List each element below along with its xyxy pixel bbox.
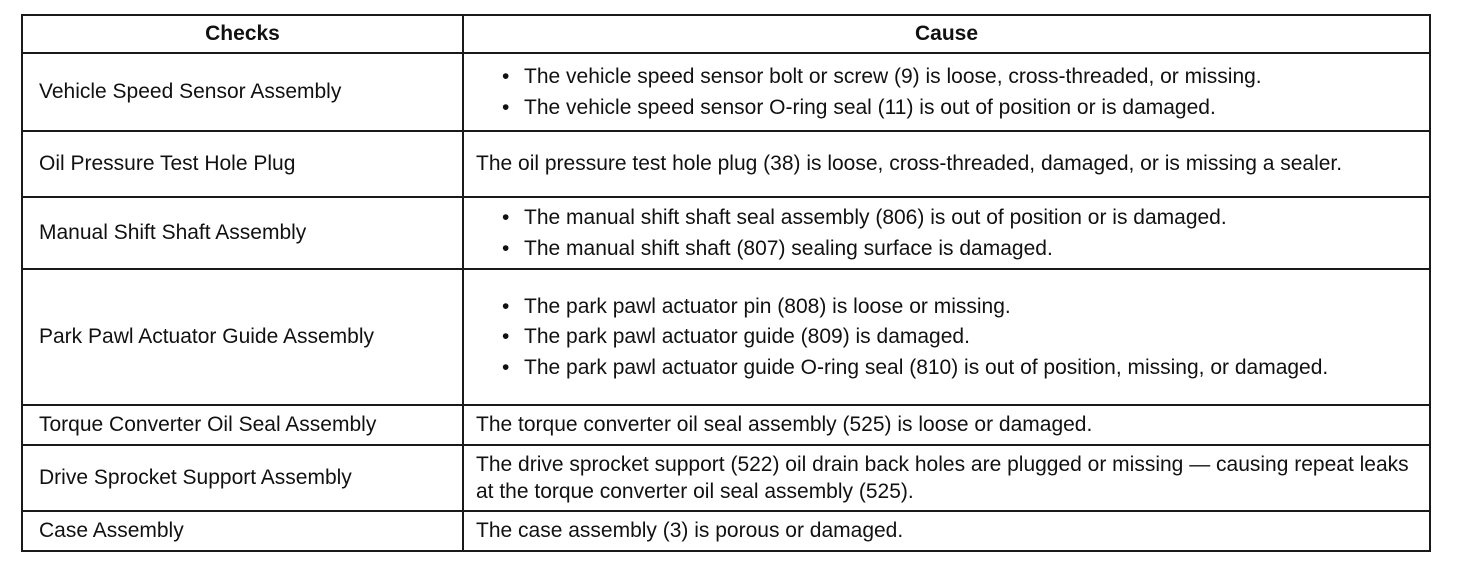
- cause-text: The park pawl actuator pin (808) is loose or missing.: [524, 295, 1011, 319]
- check-cell: Torque Converter Oil Seal Assembly: [22, 405, 463, 445]
- cause-text: The manual shift shaft seal assembly (806) is out of position or is damaged.: [524, 206, 1227, 230]
- checks-header: Checks: [22, 15, 463, 53]
- bullet-icon: •: [502, 325, 510, 349]
- cause-cell: [463, 53, 1430, 131]
- check-cell: Vehicle Speed Sensor Assembly: [22, 53, 463, 131]
- list-item: [476, 94, 1415, 121]
- cause-text: The park pawl actuator guide (809) is damaged.: [524, 325, 970, 349]
- check-cell: Drive Sprocket Support Assembly: [22, 445, 463, 511]
- table-row: [22, 53, 1430, 131]
- cause-cell: [463, 269, 1430, 405]
- check-cell: Park Pawl Actuator Guide Assembly: [22, 269, 463, 405]
- list-item: [476, 293, 1415, 320]
- cause-text: The vehicle speed sensor bolt or screw (9) is loose, cross-threaded, or missing.: [524, 65, 1262, 89]
- list-item: [476, 204, 1415, 231]
- cause-list: [476, 204, 1415, 262]
- list-item: [476, 235, 1415, 262]
- cause-cell: The case assembly (3) is porous or damaged.: [463, 511, 1430, 551]
- check-cell: Case Assembly: [22, 511, 463, 551]
- cause-header: Cause: [463, 15, 1430, 53]
- bullet-icon: •: [502, 236, 510, 260]
- list-item: [476, 63, 1415, 90]
- table-row: [22, 131, 1430, 197]
- header-row: [22, 15, 1430, 53]
- bullet-icon: •: [502, 65, 510, 89]
- cause-cell: The drive sprocket support (522) oil drain back holes are plugged or missing — causing repeat leaks at the torque converter oil seal assembly (525).: [463, 445, 1430, 511]
- cause-cell: [463, 197, 1430, 269]
- cause-cell: The oil pressure test hole plug (38) is loose, cross-threaded, damaged, or is missing a sealer.: [463, 131, 1430, 197]
- table-row: [22, 405, 1430, 445]
- list-item: [476, 323, 1415, 350]
- checks-cause-table: [21, 14, 1431, 552]
- bullet-icon: •: [502, 95, 510, 119]
- cause-list: [476, 293, 1415, 381]
- cause-list: [476, 63, 1415, 121]
- check-cell: Oil Pressure Test Hole Plug: [22, 131, 463, 197]
- table-row: [22, 269, 1430, 405]
- bullet-icon: •: [502, 206, 510, 230]
- cause-text: The park pawl actuator guide O-ring seal (810) is out of position, missing, or damaged.: [524, 355, 1329, 379]
- table-row: [22, 445, 1430, 511]
- check-cell: Manual Shift Shaft Assembly: [22, 197, 463, 269]
- table-row: [22, 511, 1430, 551]
- cause-text: The manual shift shaft (807) sealing surface is damaged.: [524, 236, 1053, 260]
- bullet-icon: •: [502, 355, 510, 379]
- cause-cell: The torque converter oil seal assembly (525) is loose or damaged.: [463, 405, 1430, 445]
- bullet-icon: •: [502, 295, 510, 319]
- list-item: [476, 354, 1415, 381]
- table-row: [22, 197, 1430, 269]
- cause-text: The vehicle speed sensor O-ring seal (11) is out of position or is damaged.: [524, 95, 1216, 119]
